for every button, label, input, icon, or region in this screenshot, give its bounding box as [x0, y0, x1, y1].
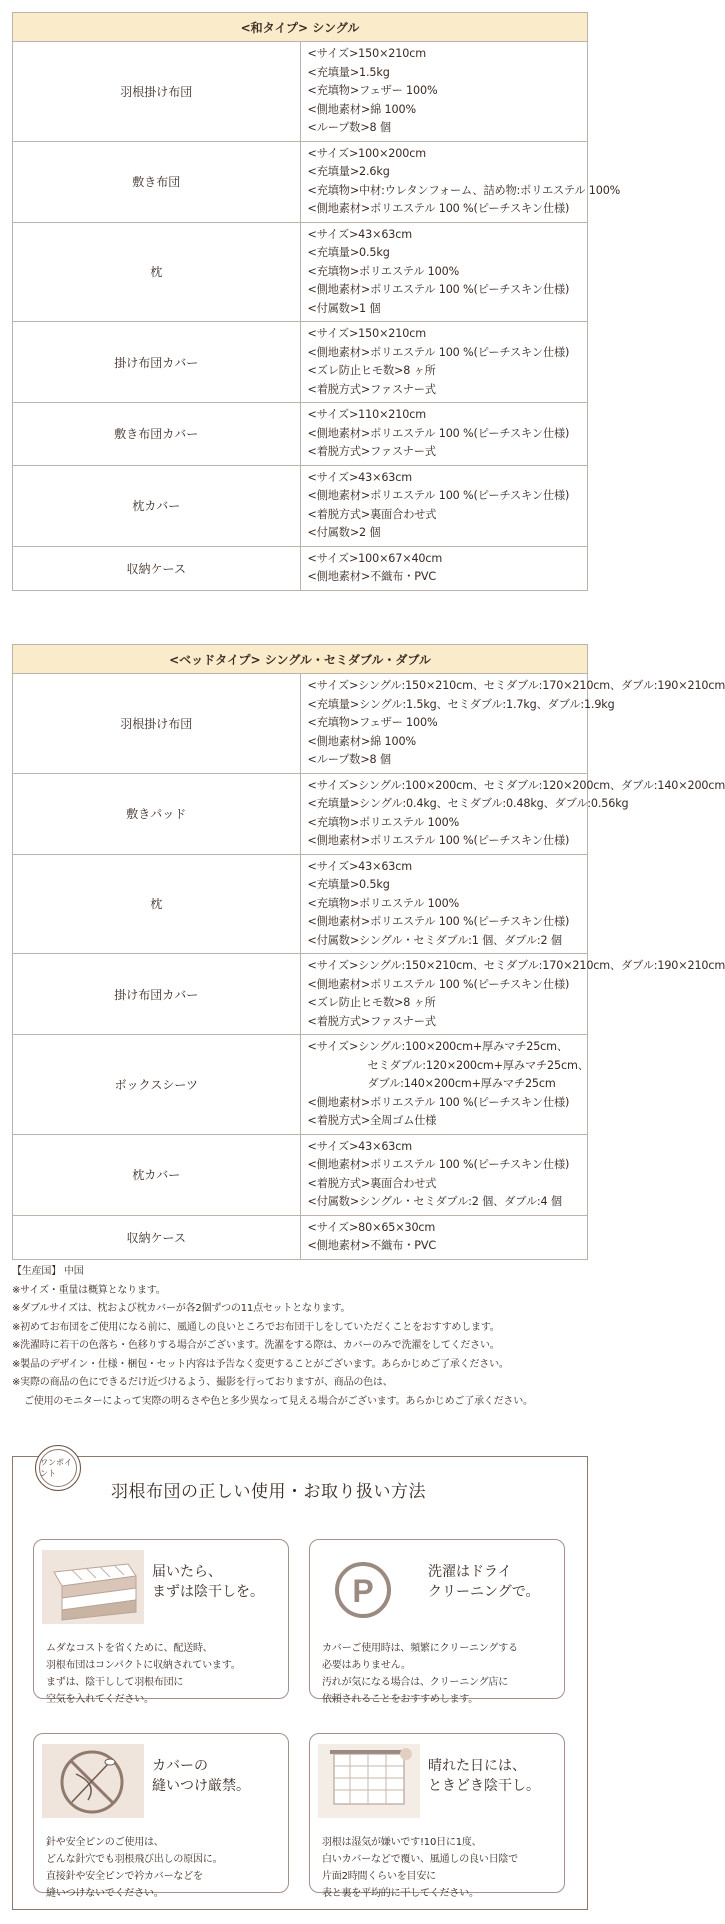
spec-line: <側地素材>ポリエステル 100 %(ピーチスキン仕様) [307, 426, 570, 440]
spec-line: <充填量>0.5kg [307, 878, 390, 891]
item-specs [300, 674, 725, 774]
spec-line: <サイズ>100×67×40cm [307, 551, 443, 565]
spec-line: <側地素材>綿 100% [307, 102, 416, 116]
spec-line: <側地素材>ポリエステル 100 %(ピーチスキン仕様) [307, 202, 570, 215]
spec-line: <サイズ>シングル:100×200cm、セミダブル:120×200cm、ダブル:140×200cm [307, 778, 725, 792]
note: ※サイズ・重量は概算となります。 [12, 1284, 166, 1296]
spec-table-body [13, 42, 621, 591]
spec-line: <サイズ>シングル:100×200cm+厚みマチ25cm、 [307, 1040, 568, 1053]
table-row [13, 141, 588, 222]
care-card-dry-cleaning [309, 1539, 565, 1705]
table-row [13, 546, 588, 590]
spec-line: <付属数>2 個 [307, 526, 381, 539]
item-specs [300, 465, 588, 546]
note: ご使用のモニターによって実際の明るさや色と多少異なって見える場合がございます。あらかじめご了承ください。 [24, 1395, 533, 1407]
card-body: ムダなコストを省くために、配送時、 羽根布団はコンパクトに収納されています。 まずは、陰干しして羽根布団に 空気を入れてください。 [46, 1643, 241, 1705]
table-row [13, 222, 588, 322]
spec-line: <充填量>0.5kg [307, 246, 390, 259]
spec-line: <側地素材>ポリエステル 100 %(ピーチスキン仕様) [307, 345, 570, 359]
card-title: 届いたら、 まずは陰干しを。 [152, 1564, 264, 1600]
spec-table-japanese-type [12, 12, 621, 591]
item-name: 敷き布団カバー [13, 403, 301, 466]
card-body: カバーご使用時は、頻繁にクリーニングする 必要はありません。 汚れが気になる場合は、クリーニング店に 依頼されることをおすすめします。 [322, 1643, 518, 1705]
spec-line: <付属数>シングル・セミダブル:2 個、ダブル:4 個 [307, 1195, 562, 1208]
dry-cleaning-p-icon [318, 1550, 420, 1624]
spec-line: <サイズ>43×63cm [307, 1139, 413, 1153]
spec-line: <充填物>ポリエステル 100% [307, 815, 460, 829]
item-name: 羽根掛け布団 [13, 42, 301, 142]
badge-label: ワンポイント [40, 1458, 72, 1478]
spec-line: <充填量>シングル:1.5kg、セミダブル:1.7kg、ダブル:1.9kg [307, 697, 615, 711]
item-name: 羽根掛け布団 [13, 674, 301, 774]
one-point-badge [35, 1445, 81, 1491]
spec-line: <充填物>フェザー 100% [307, 84, 438, 97]
note: ※ダブルサイズは、枕および枕カバーが各2個ずつの11点セットとなります。 [12, 1303, 351, 1314]
spec-line: ダブル:140×200cm+厚みマチ25cm [367, 1077, 556, 1090]
card-title: 洗濯はドライ クリーニングで。 [428, 1564, 540, 1600]
item-name: 枕カバー [13, 465, 301, 546]
table-row [13, 322, 588, 403]
table-row [13, 773, 588, 854]
card-title: 晴れた日には、 ときどき陰干し。 [428, 1758, 540, 1794]
spec-line: <側地素材>ポリエステル 100 %(ピーチスキン仕様) [307, 834, 570, 847]
card-body: 羽根は湿気が嫌いです!10日に1度、 白いカバーなどで覆い、風通しの良い日陰で 片面2時間くらいを目安に 表と裏を平均的に干してください。 [322, 1837, 518, 1899]
spec-line: <側地素材>ポリエステル 100 %(ピーチスキン仕様) [307, 1158, 570, 1171]
spec-line: <サイズ>シングル:150×210cm、セミダブル:170×210cm、ダブル:190×210cm [307, 679, 725, 692]
spec-line: <ズレ防止ヒモ数>8 ヶ所 [307, 364, 436, 377]
item-name: 掛け布団カバー [13, 322, 301, 403]
spec-line: <付属数>シングル・セミダブル:1 個、ダブル:2 個 [307, 933, 562, 947]
spec-line: <充填物>フェザー 100% [307, 716, 438, 729]
item-name: 枕カバー [13, 1134, 301, 1215]
item-specs [300, 854, 588, 954]
care-card-no-sewing [33, 1733, 289, 1899]
notes [12, 1263, 592, 1411]
no-pins-icon [42, 1744, 144, 1818]
item-name: 敷き布団 [13, 141, 301, 222]
spec-line: <付属数>1 個 [307, 301, 381, 315]
spec-line: <サイズ>43×63cm [307, 227, 413, 241]
folded-futon-icon [42, 1550, 144, 1624]
item-specs [300, 1134, 588, 1215]
spec-line: <着脱方式>全周ゴム仕様 [307, 1114, 437, 1127]
spec-line: <側地素材>不織布・PVC [307, 570, 437, 583]
note: ※製品のデザイン・仕様・梱包・セット内容は予告なく変更することがございます。あらかじめご了承ください。 [12, 1358, 509, 1370]
spec-line: <着脱方式>裏面合わせ式 [307, 1176, 437, 1190]
note: ※実際の商品の色にできるだけ近づけるよう、撮影を行っておりますが、商品の色は、 [12, 1377, 393, 1388]
svg-text:P: P [352, 1573, 374, 1609]
spec-line: <充填量>1.5kg [307, 65, 390, 79]
spec-line: <サイズ>150×210cm [307, 47, 426, 60]
item-name: 掛け布団カバー [13, 954, 301, 1035]
spec-line: <側地素材>ポリエステル 100 %(ピーチスキン仕様) [307, 915, 570, 928]
spec-line: <側地素材>ポリエステル 100 %(ピーチスキン仕様) [307, 1095, 570, 1109]
spec-line: <ズレ防止ヒモ数>8 ヶ所 [307, 996, 436, 1009]
item-name: 収納ケース [13, 1215, 301, 1259]
note-origin: 【生産国】 中国 [12, 1266, 84, 1277]
care-instructions-panel [12, 1456, 588, 1910]
care-card-airing [33, 1539, 289, 1705]
item-specs [300, 546, 588, 590]
table-row [13, 1035, 588, 1135]
item-specs [300, 773, 725, 854]
spec-line: <充填物>ポリエステル 100% [307, 896, 460, 910]
item-name: 枕 [13, 222, 301, 322]
table-row [13, 854, 588, 954]
care-title: 羽根布団の正しい使用・お取り扱い方法 [111, 1482, 426, 1502]
spec-line: <着脱方式>ファスナー式 [307, 1014, 436, 1028]
card-title: カバーの 縫いつけ厳禁。 [152, 1758, 250, 1794]
note: ※洗濯時に若干の色落ち・色移りする場合がございます。洗濯をする際は、カバーのみで洗濯をしてください。 [12, 1340, 500, 1351]
item-specs [300, 42, 588, 142]
spec-line: <充填量>2.6kg [307, 165, 390, 178]
spec-table-body [13, 674, 725, 1260]
item-specs [300, 322, 588, 403]
spec-line: <ループ数>8 個 [307, 121, 391, 134]
item-name: 敷きパッド [13, 773, 301, 854]
item-name: 枕 [13, 854, 301, 954]
spec-line: <サイズ>100×200cm [307, 146, 426, 160]
item-specs [300, 141, 621, 222]
item-specs [300, 954, 725, 1035]
table-row [13, 674, 588, 774]
item-specs [300, 222, 588, 322]
table-row [13, 1215, 588, 1259]
item-specs [300, 1215, 588, 1259]
spec-line: <サイズ>150×210cm [307, 327, 426, 340]
spec-line: <側地素材>不織布・PVC [307, 1239, 437, 1252]
spec-line: <サイズ>110×210cm [307, 408, 426, 421]
sun-dry-futon-icon [318, 1744, 420, 1818]
spec-line: <充填物>中材:ウレタンフォーム、詰め物:ポリエステル 100% [307, 183, 621, 197]
spec-line: <ループ数>8 個 [307, 753, 391, 766]
item-name: 収納ケース [13, 546, 301, 590]
spec-line: <着脱方式>裏面合わせ式 [307, 507, 437, 521]
note: ※初めてお布団をご使用になる前に、風通しの良いところでお布団干しをしていただくことをおすすめします。 [12, 1321, 500, 1333]
spec-line: <着脱方式>ファスナー式 [307, 445, 436, 458]
table-row [13, 42, 588, 142]
spec-line: <着脱方式>ファスナー式 [307, 382, 436, 396]
item-specs [300, 1035, 588, 1135]
table-header: <ベッドタイプ> シングル・セミダブル・ダブル [13, 645, 588, 674]
table-row [13, 465, 588, 546]
spec-line: <側地素材>ポリエステル 100 %(ピーチスキン仕様) [307, 489, 570, 502]
table-row [13, 403, 588, 466]
spec-line: <充填物>ポリエステル 100% [307, 264, 460, 278]
card-body: 針や安全ピンのご使用は、 どんな針穴でも羽根飛び出しの原因に。 直接針や安全ピンで衿カバーなどを 縫いつけないでください。 [46, 1837, 223, 1899]
spec-line: <サイズ>80×65×30cm [307, 1220, 436, 1234]
spec-line: <充填量>シングル:0.4kg、セミダブル:0.48kg、ダブル:0.56kg [307, 797, 629, 810]
spec-line: <側地素材>ポリエステル 100 %(ピーチスキン仕様) [307, 283, 570, 296]
item-specs [300, 403, 588, 466]
spec-line: <サイズ>43×63cm [307, 470, 413, 484]
care-card-sun-drying [309, 1733, 565, 1899]
spec-table-bed-type [12, 644, 725, 1260]
item-name: ボックスシーツ [13, 1035, 301, 1135]
spec-line: <サイズ>シングル:150×210cm、セミダブル:170×210cm、ダブル:190×210cm [307, 959, 725, 972]
spec-line: セミダブル:120×200cm+厚みマチ25cm、 [367, 1058, 589, 1072]
spec-line: <側地素材>ポリエステル 100 %(ピーチスキン仕様) [307, 977, 570, 991]
spec-line: <側地素材>綿 100% [307, 734, 416, 748]
table-header: <和タイプ> シングル [13, 13, 588, 42]
table-row [13, 1134, 588, 1215]
table-row [13, 954, 588, 1035]
spec-line: <サイズ>43×63cm [307, 859, 413, 873]
